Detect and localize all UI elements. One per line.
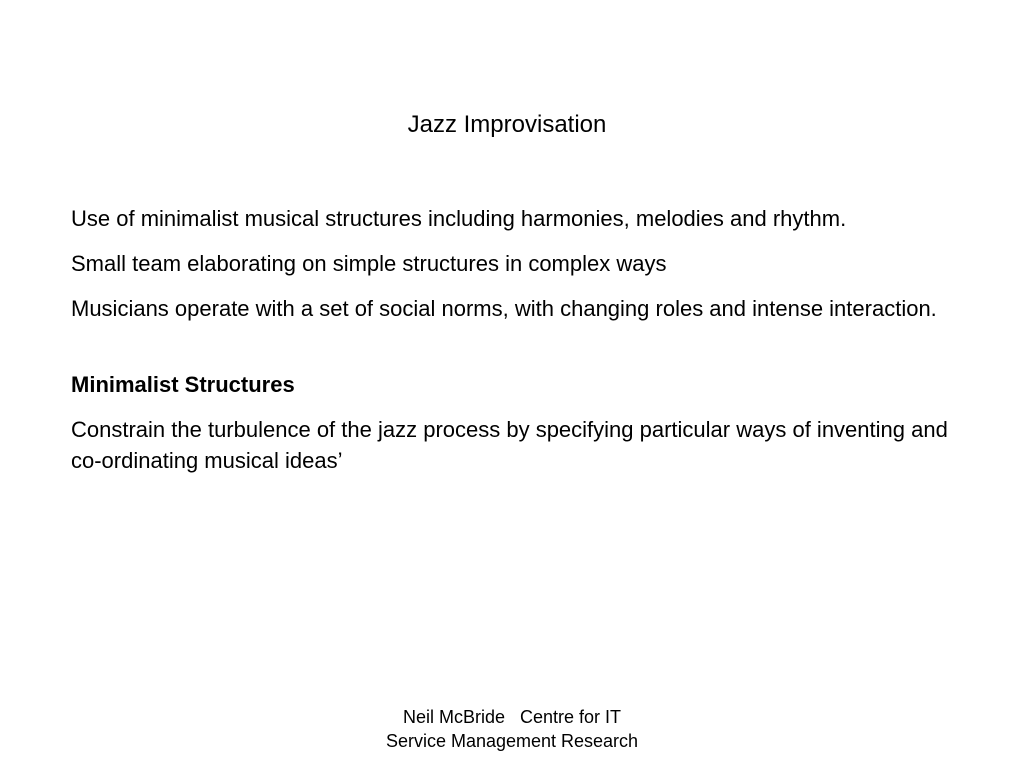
footer-line-author: Neil McBride Centre for IT <box>402 707 622 727</box>
slide-footer <box>0 705 1024 753</box>
slide-title: Jazz Improvisation <box>407 111 607 138</box>
paragraph-minimalist-structures: Use of minimalist musical structures including harmonies, melodies and rhythm. <box>71 206 847 231</box>
section-text: Constrain the turbulence of the jazz process by specifying particular ways of inventing and co-ordinating musical ideas’ <box>71 417 948 473</box>
paragraph-social-norms: Musicians operate with a set of social norms, with changing roles and intense interaction. <box>71 296 937 321</box>
footer-line-organization: Service Management Research <box>385 731 639 751</box>
section-heading: Minimalist Structures <box>71 372 295 397</box>
paragraph-small-team: Small team elaborating on simple structures in complex ways <box>71 251 667 276</box>
slide-content <box>71 203 951 490</box>
